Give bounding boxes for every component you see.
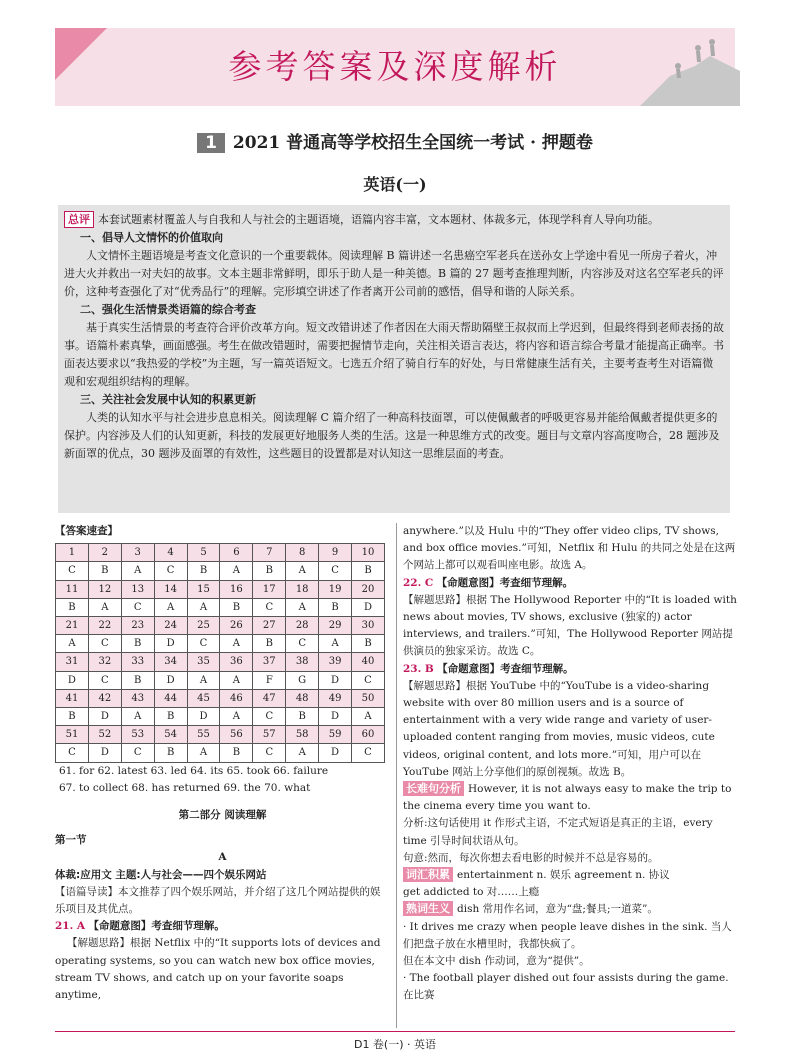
answer-cell: 45 — [187, 689, 220, 707]
answer-cell: A — [352, 708, 385, 726]
answer-cell: 54 — [154, 726, 187, 744]
answer-cell: C — [319, 562, 352, 580]
answer-cell: A — [121, 562, 154, 580]
answer-cell: D — [154, 635, 187, 653]
answer-cell: B — [88, 562, 121, 580]
answer-cell: B — [253, 635, 286, 653]
header-banner — [55, 28, 735, 106]
left-column — [55, 523, 390, 1004]
example-1: · It drives me crazy when people leave dishes in the sink. 当人们把盘子放在水槽里时，我都快疯了。 — [403, 920, 732, 950]
answer-cell: 32 — [88, 653, 121, 671]
answer-cell: 47 — [253, 689, 286, 707]
answer-cell: C — [352, 744, 385, 762]
q22-body: 【解题思路】根据 The Hollywood Reporter 中的“It is loaded with news about movies, TV shows, exclusive (独家的) actor interviews, and trailers.”可知，The Hollywood Reporter 网站提供演员的独家采访。故选 C。 — [403, 593, 737, 658]
answer-cell: 11 — [56, 580, 89, 598]
answer-letter-row — [56, 744, 385, 762]
answer-cell: 24 — [154, 617, 187, 635]
q22-tag: 【命题意图】考查细节理解。 — [436, 576, 574, 589]
sentence-meaning: 句意:然而，每次你想去看电影的时候并不总是容易的。 — [403, 851, 659, 864]
section-label: 第一节 — [55, 834, 87, 847]
answer-cell: A — [286, 598, 319, 616]
answer-cell: D — [88, 708, 121, 726]
answer-cell: 6 — [220, 544, 253, 562]
answer-letter-row — [56, 671, 385, 689]
answer-cell: 12 — [88, 580, 121, 598]
answer-cell: C — [121, 744, 154, 762]
vocab-tag: 词汇积累 — [403, 867, 453, 882]
answer-cell: 41 — [56, 689, 89, 707]
answer-cell: 34 — [154, 653, 187, 671]
answer-cell: 44 — [154, 689, 187, 707]
answer-letter-row — [56, 598, 385, 616]
answer-cell: 14 — [154, 580, 187, 598]
answer-cell: 51 — [56, 726, 89, 744]
answer-cell: 43 — [121, 689, 154, 707]
answer-cell: 58 — [286, 726, 319, 744]
answer-cell: A — [319, 635, 352, 653]
answer-key-label: 【答案速查】 — [55, 525, 118, 537]
q21-body: 【解题思路】根据 Netflix 中的“It supports lots of devices and operating systems, so you can watch new box office movies, stream TV shows, and catch up on your favorite soaps anytime, — [55, 937, 381, 1002]
exam-title-line — [0, 128, 790, 153]
word-meaning-tag: 熟词生义 — [403, 901, 453, 916]
answer-cell: C — [154, 562, 187, 580]
answer-cell: 59 — [319, 726, 352, 744]
answer-cell: 25 — [187, 617, 220, 635]
answer-cell: 60 — [352, 726, 385, 744]
example-2: · The football player dished out four assists during the game. 在比赛 — [403, 972, 729, 1002]
answer-cell: 52 — [88, 726, 121, 744]
answer-cell: 33 — [121, 653, 154, 671]
answer-cell: F — [253, 671, 286, 689]
answer-cell: A — [88, 598, 121, 616]
answer-cell: 50 — [352, 689, 385, 707]
answer-cell: A — [56, 635, 89, 653]
fill-answers-row-1: 61. for 62. latest 63. led 64. its 65. took 66. failure — [59, 764, 329, 777]
q23-head: 23. B — [403, 662, 434, 675]
answer-cell: 48 — [286, 689, 319, 707]
answer-number-row — [56, 617, 385, 635]
answer-cell: 35 — [187, 653, 220, 671]
answer-cell: A — [220, 671, 253, 689]
answer-cell: B — [220, 598, 253, 616]
answer-cell: A — [220, 562, 253, 580]
answer-number-row — [56, 689, 385, 707]
answer-cell: B — [352, 635, 385, 653]
answer-cell: C — [88, 635, 121, 653]
answer-number-row — [56, 726, 385, 744]
answer-cell: 49 — [319, 689, 352, 707]
answer-cell: A — [220, 708, 253, 726]
page-title: 参考答案及深度解析 — [228, 47, 562, 86]
answer-cell: C — [253, 598, 286, 616]
answer-cell: C — [56, 744, 89, 762]
answer-letter-row — [56, 708, 385, 726]
answer-cell: C — [121, 598, 154, 616]
answer-cell: 53 — [121, 726, 154, 744]
long-sentence-tag: 长难句分析 — [403, 781, 464, 796]
summary-intro: 本套试题素材覆盖人与自我和人与社会的主题语境，语篇内容丰富，文本题材、体裁多元，体现学科育人导向功能。 — [98, 213, 659, 226]
answer-cell: 26 — [220, 617, 253, 635]
answer-cell: 37 — [253, 653, 286, 671]
answer-cell: 36 — [220, 653, 253, 671]
answer-cell: 46 — [220, 689, 253, 707]
answer-cell: D — [187, 708, 220, 726]
banner-corner-decoration — [55, 28, 107, 80]
answer-cell: 19 — [319, 580, 352, 598]
answer-cell: A — [187, 744, 220, 762]
exam-title: 2021 普通高等学校招生全国统一考试 · 押题卷 — [232, 133, 593, 153]
subject-title: 英语(一) — [363, 175, 427, 194]
answer-cell: 8 — [286, 544, 319, 562]
answer-cell: 30 — [352, 617, 385, 635]
answer-cell: 42 — [88, 689, 121, 707]
long-sentence: However, it is not always easy to make the trip to the cinema every time you want to. — [403, 783, 732, 813]
answer-cell: 27 — [253, 617, 286, 635]
answer-cell: 40 — [352, 653, 385, 671]
summary-tag: 总评 — [64, 211, 94, 228]
answer-cell: 9 — [319, 544, 352, 562]
answer-cell: A — [220, 635, 253, 653]
exam-number-badge: 1 — [197, 133, 225, 153]
answer-cell: A — [286, 562, 319, 580]
answer-cell: C — [88, 671, 121, 689]
sentence-analysis: 分析:这句话使用 it 作形式主语，不定式短语是真正的主语，every time 引导时间状语从句。 — [403, 817, 713, 847]
answer-cell: C — [253, 744, 286, 762]
q22-head: 22. C — [403, 576, 434, 589]
q23-body: 【解题思路】根据 YouTube 中的“YouTube is a video-sharing website with over 80 million users and is a source of entertainment with a very wide range and variety of user-uploaded content ranging from movies, music videos, cute videos, original content, and lots more.”可知，用户可以在 YouTube 网站上分享他们的原创视频。故选 B。 — [403, 679, 715, 778]
answer-cell: C — [253, 708, 286, 726]
answer-cell: 3 — [121, 544, 154, 562]
answer-cell: B — [286, 708, 319, 726]
answer-cell: 13 — [121, 580, 154, 598]
answer-cell: 57 — [253, 726, 286, 744]
answer-table — [55, 543, 385, 762]
answer-cell: B — [121, 635, 154, 653]
answer-cell: B — [319, 598, 352, 616]
answer-cell: 21 — [56, 617, 89, 635]
vocab-line-2: get addicted to 对……上瘾 — [403, 886, 540, 899]
summary-text-1: 人文情怀主题语境是考查文化意识的一个重要载体。阅读理解 B 篇讲述一名患癌空军老兵在送孙女上学途中看见一所房子着火，冲进大火并救出一对夫妇的故事。文本主题非常鲜明，即乐于助人是一种美德。B 篇的 27 题考查推理判断，内容涉及对这名空军老兵的评价，这种考查强化了对“优秀品行”的理解。完形填空讲述了作者离开公司前的感悟，倡导和谐的人际关系。 — [64, 249, 724, 298]
answer-cell: 39 — [319, 653, 352, 671]
answer-letter-row — [56, 635, 385, 653]
answer-cell: A — [121, 708, 154, 726]
answer-cell: D — [154, 671, 187, 689]
part2-title: 第二部分 阅读理解 — [178, 809, 267, 822]
answer-cell: B — [121, 671, 154, 689]
answer-cell: 16 — [220, 580, 253, 598]
answer-cell: C — [286, 635, 319, 653]
answer-cell: D — [319, 671, 352, 689]
answer-cell: 7 — [253, 544, 286, 562]
answer-cell: D — [319, 708, 352, 726]
q21-tag: 【命题意图】考查细节理解。 — [88, 920, 225, 933]
footer-rule — [55, 1031, 735, 1032]
answer-cell: 15 — [187, 580, 220, 598]
answer-cell: B — [253, 562, 286, 580]
answer-cell: 22 — [88, 617, 121, 635]
answer-cell: B — [352, 562, 385, 580]
answer-cell: C — [352, 671, 385, 689]
answer-number-row — [56, 580, 385, 598]
answer-cell: B — [56, 708, 89, 726]
answer-cell: 2 — [88, 544, 121, 562]
hikers-silhouette-icon — [640, 36, 740, 106]
q23-tag: 【命题意图】考查细节理解。 — [437, 662, 574, 675]
answer-cell: D — [319, 744, 352, 762]
column-divider — [396, 523, 397, 1028]
answer-cell: 5 — [187, 544, 220, 562]
example-1-note: 但在本文中 dish 作动词，意为“提供”。 — [403, 955, 590, 968]
summary-heading-2: 二、强化生活情景类语篇的综合考查 — [80, 303, 256, 316]
answer-cell: B — [220, 744, 253, 762]
answer-cell: B — [154, 744, 187, 762]
answer-cell: 17 — [253, 580, 286, 598]
answer-cell: 56 — [220, 726, 253, 744]
answer-number-row — [56, 544, 385, 562]
q21-head: 21. A — [55, 920, 86, 933]
fill-answers-row-2: 67. to collect 68. has returned 69. the 70. what — [59, 781, 311, 794]
answer-cell: B — [56, 598, 89, 616]
q21-continued: anywhere.”以及 Hulu 中的“They offer video clips, TV shows, and box office movies.”可知，Netflix 和 Hulu 的共同之处是在这两个网站上都可以观看叫座电影。故选 A。 — [403, 525, 736, 572]
answer-cell: 38 — [286, 653, 319, 671]
passage-genre: 体裁:应用文 主题:人与社会——四个娱乐网站 — [55, 868, 267, 881]
summary-text-3: 人类的认知水平与社会进步息息相关。阅读理解 C 篇介绍了一种高科技面罩，可以使佩戴者的呼吸更容易并能给佩戴者提供更多的保护。内容涉及人们的认知更新，科技的发展更好地服务人类的生活。这是一种思维方式的改变。题目与文章内容高度吻合，28 题涉及新面罩的优点，30 题涉及面罩的有效性，这些题目的设置都是对认知这一思维层面的考查。 — [64, 411, 720, 460]
answer-cell: A — [154, 598, 187, 616]
right-column — [403, 523, 738, 1005]
answer-cell: D — [88, 744, 121, 762]
answer-cell: 29 — [319, 617, 352, 635]
answer-cell: A — [286, 744, 319, 762]
answer-cell: 10 — [352, 544, 385, 562]
answer-cell: D — [352, 598, 385, 616]
word-intro: dish 常用作名词，意为“盘;餐具;一道菜”。 — [457, 903, 658, 916]
summary-text-2: 基于真实生活情景的考查符合评价改革方向。短文改错讲述了作者因在大雨天帮助隔壁王叔叔而上学迟到，但最终得到老师表扬的故事。语篇朴素真挚，画面感强。考生在做改错题时，需要把握情节走向，关注相关语言表达，将内容和语言综合考量才能提高正确率。书面表达要求以“我热爱的学校”为主题，写一篇英语短文。七选五介绍了骑自行车的好处，与日常健康生活有关，主要考查考生对语篇微观和宏观组织结构的理解。 — [64, 321, 724, 388]
vocab-line-1: entertainment n. 娱乐 agreement n. 协议 — [457, 869, 670, 882]
summary-box — [58, 205, 730, 513]
answer-cell: 31 — [56, 653, 89, 671]
answer-cell: A — [187, 598, 220, 616]
summary-heading-1: 一、倡导人文情怀的价值取向 — [80, 231, 223, 244]
answer-cell: A — [187, 671, 220, 689]
answer-cell: B — [187, 562, 220, 580]
answer-cell: 4 — [154, 544, 187, 562]
summary-heading-3: 三、关注社会发展中认知的积累更新 — [80, 393, 256, 406]
answer-cell: 55 — [187, 726, 220, 744]
answer-cell: 23 — [121, 617, 154, 635]
answer-cell: 20 — [352, 580, 385, 598]
passage-guide: 【语篇导读】本文推荐了四个娱乐网站，并介绍了这几个网站提供的娱乐项目及其优点。 — [55, 885, 381, 916]
page-footer: D1 卷(一) · 英语 — [353, 1038, 437, 1051]
answer-cell: 28 — [286, 617, 319, 635]
answer-letter-row — [56, 562, 385, 580]
passage-label: A — [218, 851, 227, 864]
answer-cell: G — [286, 671, 319, 689]
answer-cell: C — [187, 635, 220, 653]
answer-cell: C — [56, 562, 89, 580]
answer-cell: D — [56, 671, 89, 689]
answer-cell: B — [154, 708, 187, 726]
answer-cell: 18 — [286, 580, 319, 598]
answer-number-row — [56, 653, 385, 671]
answer-cell: 1 — [56, 544, 89, 562]
